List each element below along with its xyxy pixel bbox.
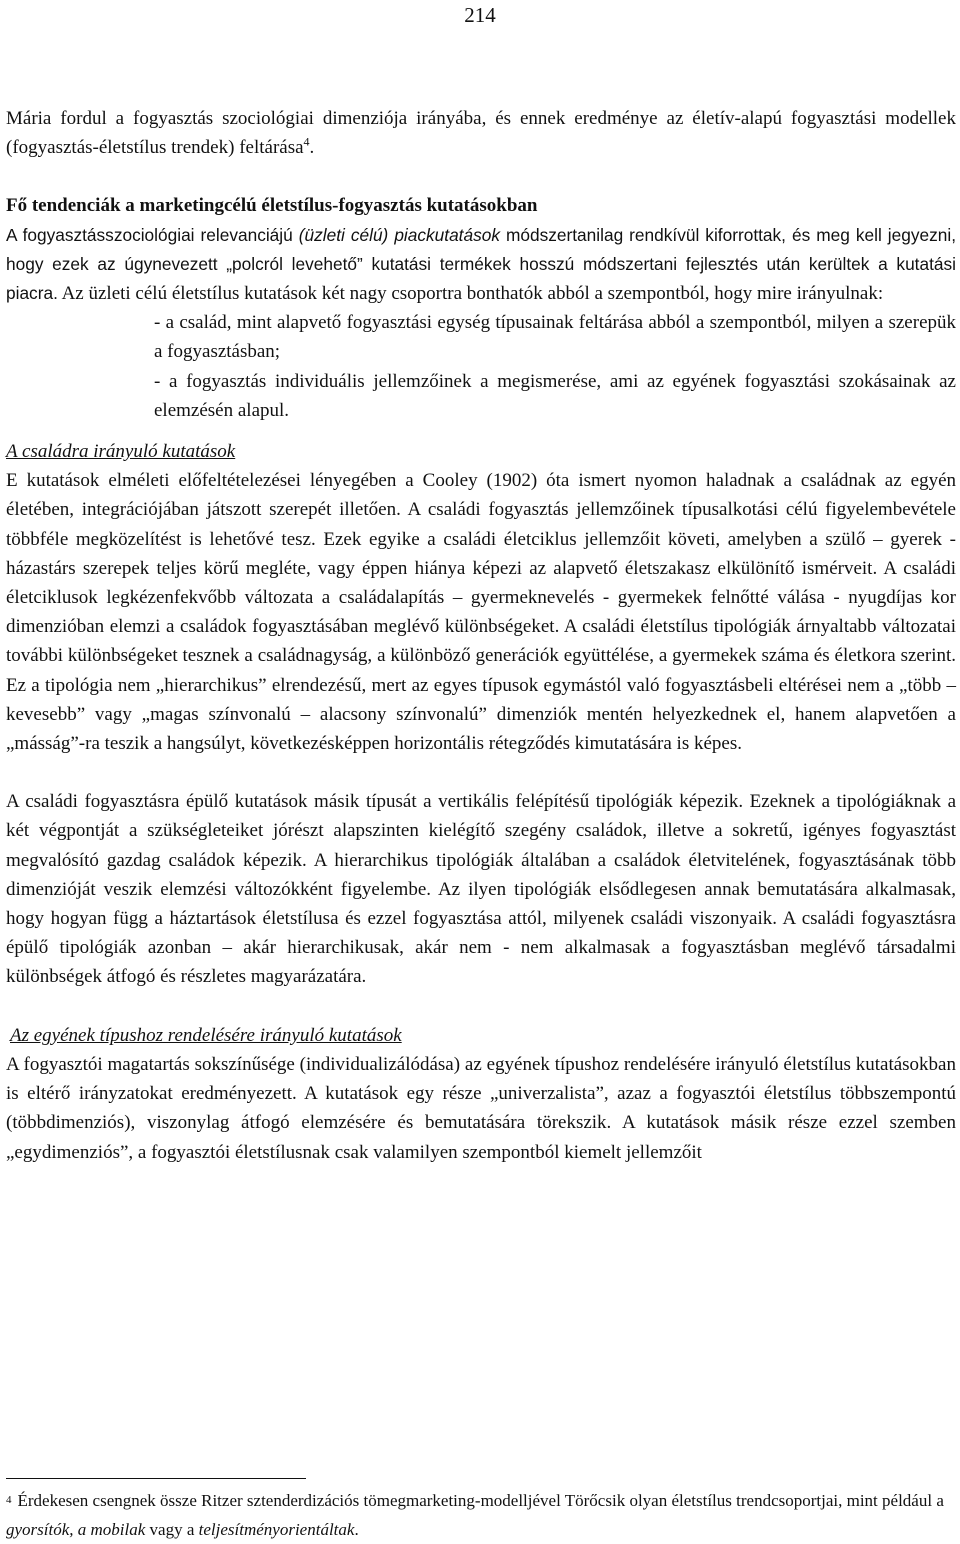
footnote-mark: 4 xyxy=(6,1494,12,1506)
individual-paragraph: A fogyasztói magatartás sokszínűsége (individualizálódása) az egyének típushoz rendelésére irányuló életstílus kutatásokban is eltérő irányzatokat eredményezett. A kutatások egy része „univerzalista”, azaz a fogyasztói életstílus többszempontú (többdimenziós), viszonylag átfogó elemzésére és bemutatására törekszik. A kutatások másik része ezzel szemben „egydimenziós”, a fogyasztói életstílusnak csak valamilyen szempontból kiemelt jellemzőit xyxy=(6,1053,956,1163)
family-paragraph-2: A családi fogyasztásra épülő kutatások másik típusát a vertikális felépítésű tipológiák képezik. Ezeknek a tipológiáknak a két végpontját a szükségleteiket jórészt alapszinten kielégítő szegény családok, illetve a sokretű, igényes fogyasztást megvalósító gazdag családok képezik. A hierarchikus tipológiák általában a családok életvitelének, fogyasztásának több dimenzióját veszik elemzési változókként figyelembe. Az ilyen tipológiák elsődlegesen annak bemutatására alkalmasak, hogy hogyan függ a háztartások életstílusa és ezzel fogyasztása attól, milyenek családi viszonyaik. A családi fogyasztásra épülő tipológiák azonban – akár hierarchikusak, akár nem - nem alkalmasak a fogyasztásban meglévő társadalmi különbségek átfogó és részletes magyarázatára. xyxy=(6,791,956,988)
footnote xyxy=(6,1486,956,1544)
intro-paragraph xyxy=(6,104,956,162)
main-sans-italic: (üzleti célú) piackutatások xyxy=(298,224,500,245)
main-paragraph xyxy=(6,221,956,309)
section-heading-individual: Az egyének típushoz rendelésére irányuló kutatások xyxy=(10,1024,402,1046)
footnote-text-middle: vagy a xyxy=(145,1520,199,1539)
family-paragraph-1: E kutatások elméleti előfeltételezései lényegében a Cooley (1902) óta ismert nyomon haladnak a családnak az egyén életében, integrációjában játszott szerepét illetően. A családi fogyasztás jellemzőinek típusalkotási célú figyelembevétele többféle megközelítést is lehetővé tesz. Ezek egyike a családi életciklus jellemzőit követi, amelyben a szülő – gyerek - házastárs szerepek teljes körű megléte, vagy éppen hiánya képezi az alapvető életszakasz elkülönítő ismérveit. A családi életciklusok legkézenfekvőbb változata a családalapítás – gyermeknevelés - gyermekek felnőtté válása - nyugdíjas kor dimenzióban elemzi a családok fogyasztásában meglévő különbségeket. A családi életstílus tipológiák árnyaltabb változatai további különbségeket tesznek a családnagyság, a különböző generációk együttélése, a gyermekek száma és életkora szerint. Ez a tipológia nem „hierarchikus” elrendezésű, mert az egyes típusok egymástól való fogyasztásbeli eltérései nem a „több – kevesebb” vagy „magas színvonalú – alacsony színvonalú” dimenziók mentén helyezkednek el, hanem alapvetően a „másság”-ra teszik a hangsúlyt, következésképpen horizontális rétegződés kimutatására is képes. xyxy=(6,470,956,755)
intro-end: . xyxy=(309,137,315,159)
list-item-individual: - a fogyasztás individuális jellemzőinek a megismerése, ami az egyének fogyasztási szokásainak az elemzésén alapul. xyxy=(154,370,956,421)
page-body xyxy=(6,104,956,1167)
footnote-italic-1: gyorsítók, a mobilak xyxy=(6,1520,146,1539)
footnote-text-end: . xyxy=(354,1520,359,1539)
intro-text: Mária fordul a fogyasztás szociológiai dimenziója irányába, és ennek eredménye az életív-alapú fogyasztási modellek (fogyasztás-életstílus trendek) feltárása xyxy=(6,108,956,159)
footnote-text-start: Érdekesen csengnek össze Ritzer sztenderdizációs tömegmarketing-modelljével Törőcsik olyan életstílus trendcsoportjai, mint például a xyxy=(17,1491,944,1510)
page-number: 214 xyxy=(464,3,496,27)
footnote-divider xyxy=(6,1478,306,1479)
main-serif-text: Az üzleti célú életstílus kutatások két nagy csoportra bonthatók abból a szempontból, hogy mire irányulnak: xyxy=(57,283,884,305)
footnote-italic-2: teljesítményorientáltak xyxy=(198,1520,355,1539)
main-sans-text-1: A fogyasztásszociológiai relevanciájú xyxy=(6,224,299,245)
section-heading-family: A családra irányuló kutatások xyxy=(6,441,236,463)
section-heading-main: Fő tendenciák a marketingcélú életstílus-fogyasztás kutatásokban xyxy=(6,195,538,217)
footnote-reference[interactable]: 4 xyxy=(303,134,310,149)
list-item-family: - a család, mint alapvető fogyasztási egység típusainak feltárása abból a szempontból, milyen a szerepük a fogyasztásban; xyxy=(154,312,956,363)
main-sans-text-2: módszertanilag rendkívül kiforrottak, és meg kell jegyezni, hogy ezek az úgynevezett „polcról levehető” kutatási termékek hosszú módszertani fejlesztés után kerültek a kutatási piacra. xyxy=(6,224,956,304)
